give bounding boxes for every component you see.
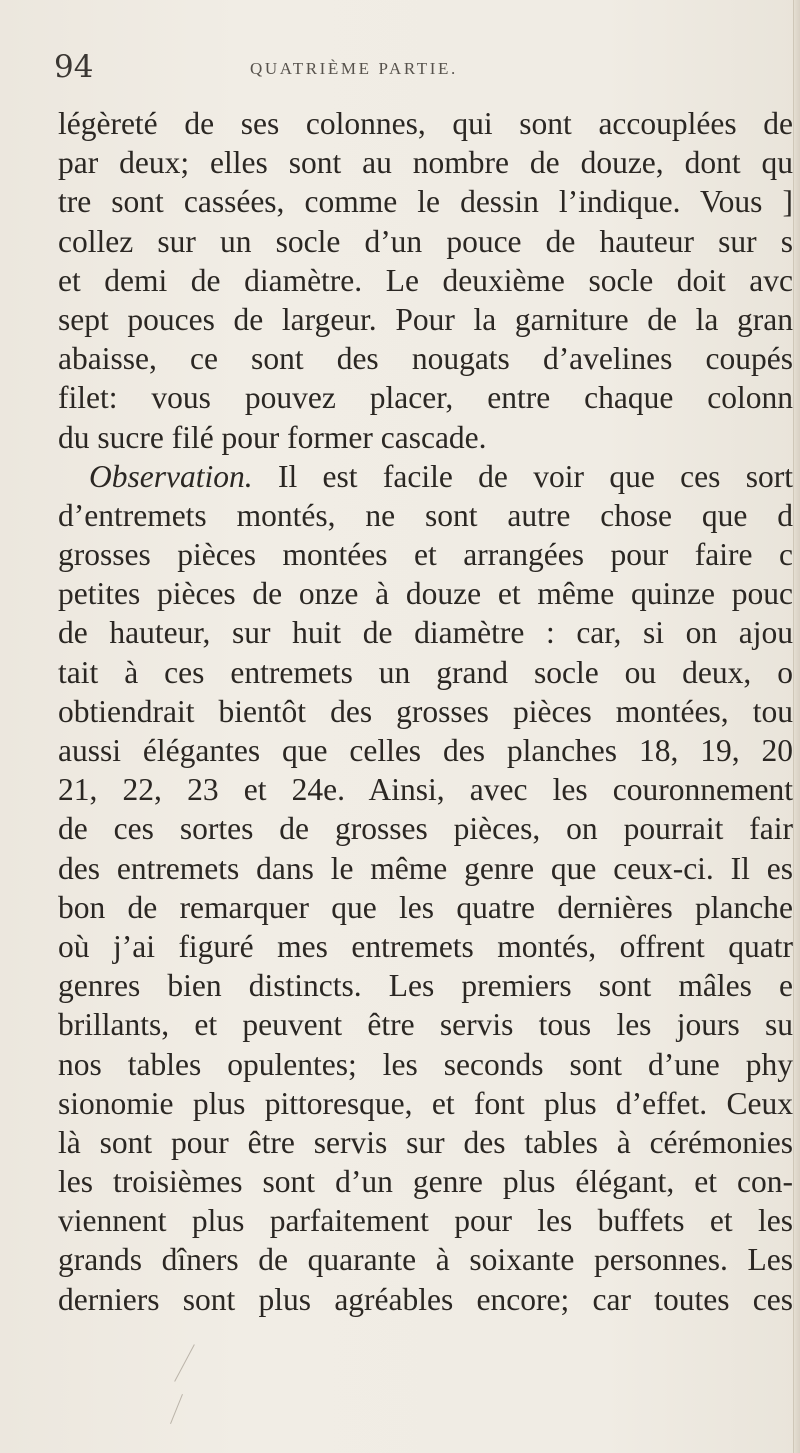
text-line: abaisse, ce sont des nougats d’avelines coupés	[58, 341, 793, 377]
text-line: de ces sortes de grosses pièces, on pourrait fair	[58, 811, 793, 847]
page-number: 94	[54, 49, 94, 85]
text-line: d’entremets montés, ne sont autre chose que d	[58, 497, 793, 533]
paper-mark	[170, 1394, 183, 1424]
text-line: sept pouces de largeur. Pour la garniture de la gran	[58, 301, 793, 337]
text-line: brillants, et peuvent être servis tous les jours su	[58, 1007, 793, 1043]
text-line: grosses pièces montées et arrangées pour faire c	[58, 537, 793, 573]
paper-mark	[174, 1344, 195, 1382]
page-edge	[793, 0, 800, 1453]
text-line: derniers sont plus agréables encore; car toutes ces	[58, 1281, 793, 1317]
text-line: collez sur un socle d’un pouce de hauteur sur s	[58, 223, 793, 259]
text-line: 21, 22, 23 et 24e. Ainsi, avec les couronnement	[58, 772, 793, 808]
text-line: légèreté de ses colonnes, qui sont accouplées de	[58, 106, 793, 141]
running-head	[54, 49, 774, 89]
text-line: par deux; elles sont au nombre de douze, dont qu	[58, 145, 793, 181]
text-line: des entremets dans le même genre que ceux-ci. Il es	[58, 850, 793, 886]
text-line: tre sont cassées, comme le dessin l’indique. Vous ]	[58, 184, 793, 220]
text-line: du sucre filé pour former cascade.	[58, 419, 487, 455]
running-title: QUATRIÈME PARTIE.	[250, 59, 458, 78]
text-line: de hauteur, sur huit de diamètre : car, si on ajou	[58, 615, 793, 651]
text-line: grands dîners de quarante à soixante personnes. Les	[58, 1242, 793, 1278]
observation-text: Il est facile de voir que ces sort	[277, 458, 793, 494]
body-text	[58, 104, 793, 1319]
observation-line	[58, 457, 793, 496]
observation-label: Observation.	[89, 458, 253, 494]
text-line: les troisièmes sont d’un genre plus élégant, et con-	[58, 1164, 793, 1200]
text-line: et demi de diamètre. Le deuxième socle doit avc	[58, 262, 793, 298]
text-line: sionomie plus pittoresque, et font plus d’effet. Ceux	[58, 1085, 793, 1121]
text-line: bon de remarquer que les quatre dernières planche	[58, 889, 793, 925]
text-line: tait à ces entremets un grand socle ou deux, o	[58, 654, 793, 690]
text-line: aussi élégantes que celles des planches 18, 19, 20	[58, 733, 793, 768]
text-line: viennent plus parfaitement pour les buffets et les	[58, 1203, 793, 1239]
text-line: là sont pour être servis sur des tables à cérémonies	[58, 1124, 793, 1160]
text-line: nos tables opulentes; les seconds sont d’une phy	[58, 1046, 793, 1082]
text-line: où j’ai figuré mes entremets montés, offrent quatr	[58, 928, 793, 964]
text-line: petites pièces de onze à douze et même quinze pouc	[58, 576, 793, 612]
text-line: filet: vous pouvez placer, entre chaque colonn	[58, 380, 793, 416]
text-line: obtiendrait bientôt des grosses pièces montées, tou	[58, 693, 793, 729]
text-line: genres bien distincts. Les premiers sont mâles e	[58, 968, 793, 1004]
